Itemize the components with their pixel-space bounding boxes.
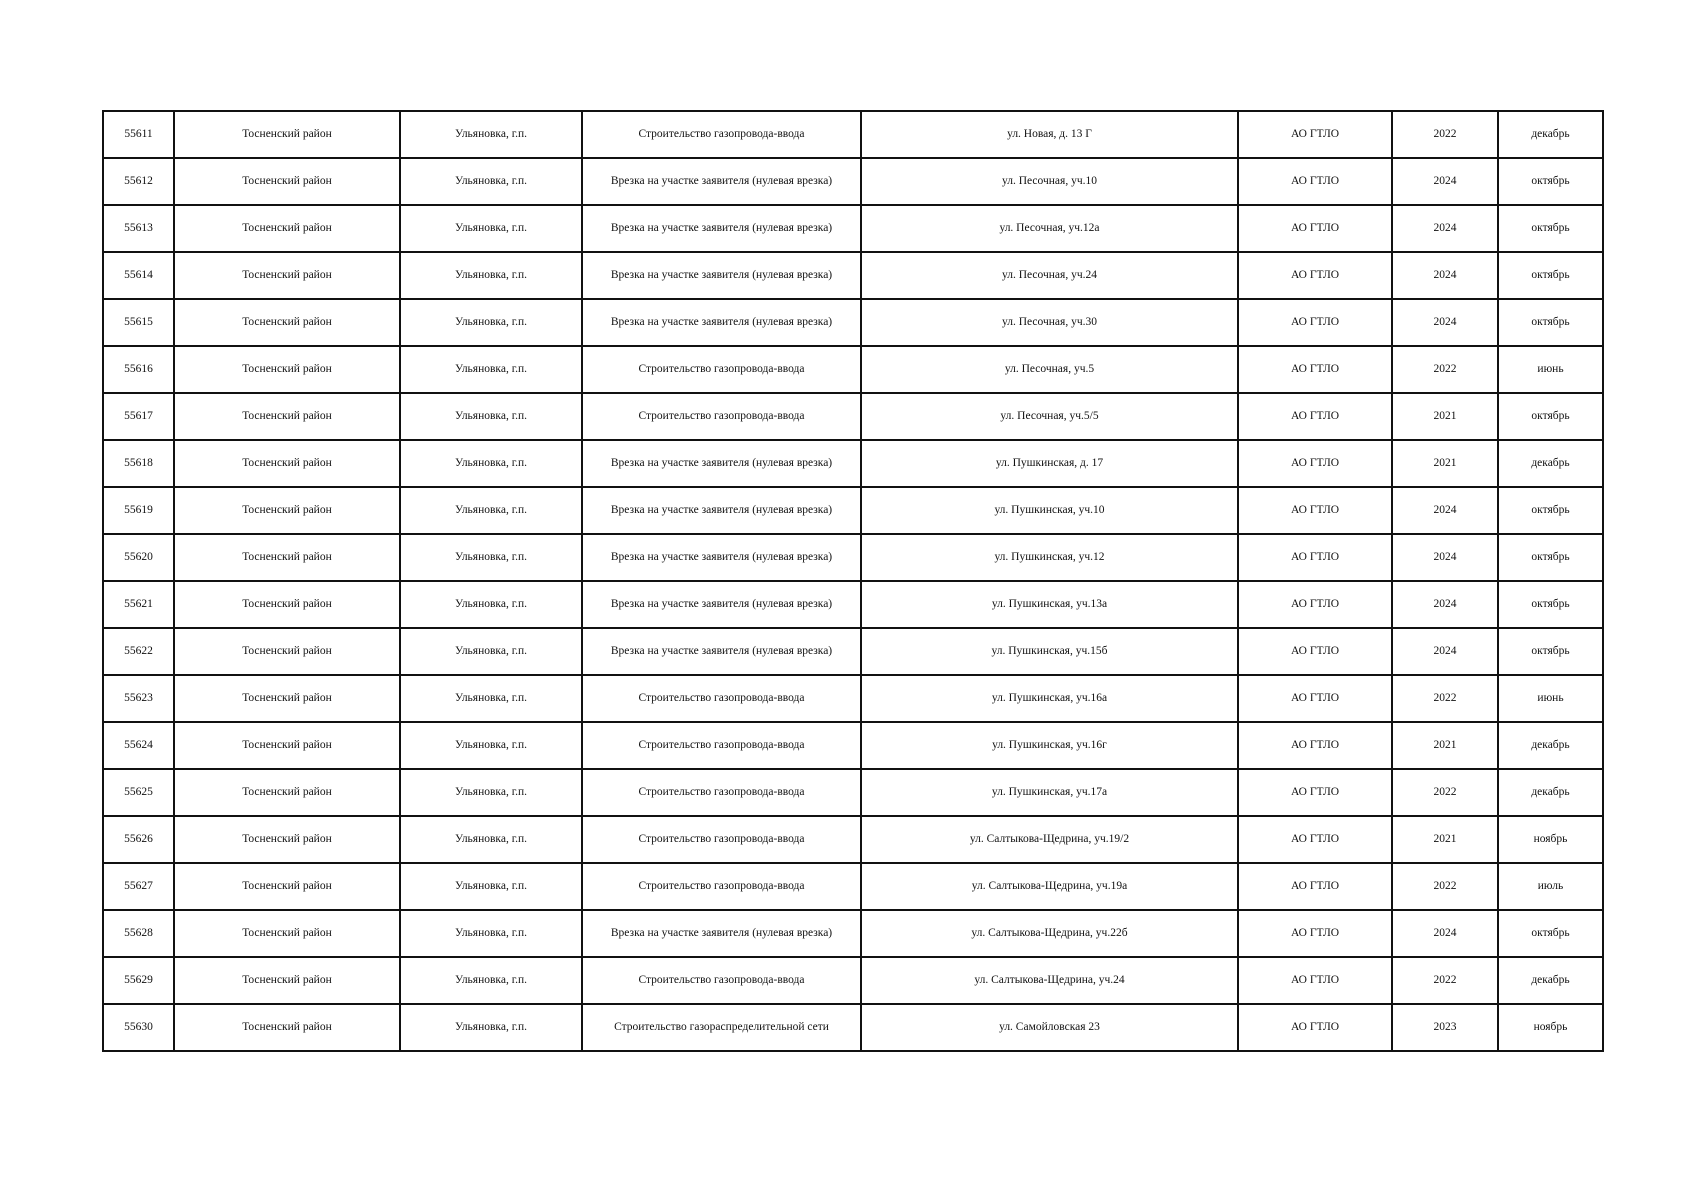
cell-org: АО ГТЛО [1238, 393, 1392, 440]
cell-work: Строительство газопровода-ввода [582, 957, 861, 1004]
cell-id: 55624 [103, 722, 174, 769]
cell-id: 55615 [103, 299, 174, 346]
cell-id: 55630 [103, 1004, 174, 1051]
table-row [103, 299, 1603, 346]
cell-district: Тосненский район [174, 346, 400, 393]
cell-settlement: Ульяновка, г.п. [400, 205, 582, 252]
cell-address: ул. Пушкинская, уч.15б [861, 628, 1238, 675]
cell-month: октябрь [1498, 487, 1603, 534]
cell-month: октябрь [1498, 252, 1603, 299]
cell-work: Врезка на участке заявителя (нулевая врезка) [582, 158, 861, 205]
cell-org: АО ГТЛО [1238, 675, 1392, 722]
cell-settlement: Ульяновка, г.п. [400, 957, 582, 1004]
cell-work: Строительство газопровода-ввода [582, 393, 861, 440]
cell-month: октябрь [1498, 393, 1603, 440]
cell-settlement: Ульяновка, г.п. [400, 581, 582, 628]
cell-district: Тосненский район [174, 252, 400, 299]
gasification-table [102, 110, 1604, 1052]
cell-work: Врезка на участке заявителя (нулевая врезка) [582, 581, 861, 628]
cell-year: 2022 [1392, 769, 1498, 816]
cell-org: АО ГТЛО [1238, 722, 1392, 769]
cell-address: ул. Песочная, уч.30 [861, 299, 1238, 346]
cell-org: АО ГТЛО [1238, 628, 1392, 675]
table-row [103, 675, 1603, 722]
cell-year: 2024 [1392, 158, 1498, 205]
cell-month: декабрь [1498, 111, 1603, 158]
cell-month: октябрь [1498, 158, 1603, 205]
cell-org: АО ГТЛО [1238, 205, 1392, 252]
cell-month: июль [1498, 863, 1603, 910]
cell-district: Тосненский район [174, 957, 400, 1004]
cell-id: 55628 [103, 910, 174, 957]
cell-district: Тосненский район [174, 816, 400, 863]
cell-work: Строительство газопровода-ввода [582, 675, 861, 722]
cell-id: 55627 [103, 863, 174, 910]
cell-work: Строительство газопровода-ввода [582, 769, 861, 816]
table-row [103, 581, 1603, 628]
cell-address: ул. Песочная, уч.10 [861, 158, 1238, 205]
cell-address: ул. Пушкинская, уч.12 [861, 534, 1238, 581]
table-row [103, 769, 1603, 816]
cell-work: Врезка на участке заявителя (нулевая врезка) [582, 534, 861, 581]
cell-id: 55618 [103, 440, 174, 487]
cell-month: октябрь [1498, 628, 1603, 675]
cell-org: АО ГТЛО [1238, 487, 1392, 534]
cell-org: АО ГТЛО [1238, 252, 1392, 299]
cell-year: 2021 [1392, 440, 1498, 487]
cell-address: ул. Пушкинская, уч.16г [861, 722, 1238, 769]
cell-year: 2022 [1392, 957, 1498, 1004]
cell-district: Тосненский район [174, 1004, 400, 1051]
document-page [102, 110, 1602, 1052]
cell-id: 55614 [103, 252, 174, 299]
cell-year: 2021 [1392, 393, 1498, 440]
cell-id: 55626 [103, 816, 174, 863]
cell-month: декабрь [1498, 957, 1603, 1004]
cell-year: 2024 [1392, 487, 1498, 534]
cell-month: ноябрь [1498, 816, 1603, 863]
table-row [103, 816, 1603, 863]
cell-org: АО ГТЛО [1238, 534, 1392, 581]
cell-district: Тосненский район [174, 487, 400, 534]
cell-org: АО ГТЛО [1238, 769, 1392, 816]
cell-year: 2024 [1392, 581, 1498, 628]
cell-work: Врезка на участке заявителя (нулевая врезка) [582, 205, 861, 252]
cell-year: 2024 [1392, 628, 1498, 675]
cell-settlement: Ульяновка, г.п. [400, 675, 582, 722]
cell-settlement: Ульяновка, г.п. [400, 722, 582, 769]
cell-address: ул. Пушкинская, уч.16а [861, 675, 1238, 722]
table-row [103, 910, 1603, 957]
cell-id: 55617 [103, 393, 174, 440]
cell-address: ул. Салтыкова-Щедрина, уч.22б [861, 910, 1238, 957]
cell-district: Тосненский район [174, 722, 400, 769]
cell-year: 2024 [1392, 205, 1498, 252]
cell-address: ул. Самойловская 23 [861, 1004, 1238, 1051]
cell-district: Тосненский район [174, 628, 400, 675]
cell-org: АО ГТЛО [1238, 346, 1392, 393]
cell-year: 2022 [1392, 111, 1498, 158]
cell-month: июнь [1498, 346, 1603, 393]
cell-district: Тосненский район [174, 910, 400, 957]
cell-work: Врезка на участке заявителя (нулевая врезка) [582, 487, 861, 534]
cell-address: ул. Песочная, уч.5 [861, 346, 1238, 393]
cell-month: октябрь [1498, 205, 1603, 252]
cell-settlement: Ульяновка, г.п. [400, 816, 582, 863]
cell-address: ул. Песочная, уч.12а [861, 205, 1238, 252]
cell-year: 2021 [1392, 816, 1498, 863]
cell-district: Тосненский район [174, 205, 400, 252]
cell-month: декабрь [1498, 722, 1603, 769]
table-row [103, 440, 1603, 487]
cell-year: 2022 [1392, 346, 1498, 393]
cell-month: июнь [1498, 675, 1603, 722]
table-row [103, 628, 1603, 675]
table-row [103, 722, 1603, 769]
table-row [103, 487, 1603, 534]
cell-org: АО ГТЛО [1238, 299, 1392, 346]
cell-org: АО ГТЛО [1238, 910, 1392, 957]
cell-work: Строительство газопровода-ввода [582, 111, 861, 158]
cell-settlement: Ульяновка, г.п. [400, 111, 582, 158]
cell-id: 55620 [103, 534, 174, 581]
cell-org: АО ГТЛО [1238, 111, 1392, 158]
cell-id: 55629 [103, 957, 174, 1004]
cell-id: 55622 [103, 628, 174, 675]
table-row [103, 158, 1603, 205]
cell-work: Строительство газопровода-ввода [582, 816, 861, 863]
table-row [103, 393, 1603, 440]
cell-address: ул. Новая, д. 13 Г [861, 111, 1238, 158]
cell-year: 2022 [1392, 863, 1498, 910]
cell-settlement: Ульяновка, г.п. [400, 158, 582, 205]
cell-settlement: Ульяновка, г.п. [400, 487, 582, 534]
cell-address: ул. Салтыкова-Щедрина, уч.24 [861, 957, 1238, 1004]
table-row [103, 111, 1603, 158]
cell-district: Тосненский район [174, 534, 400, 581]
cell-district: Тосненский район [174, 111, 400, 158]
cell-district: Тосненский район [174, 440, 400, 487]
cell-work: Строительство газопровода-ввода [582, 863, 861, 910]
table-body [103, 111, 1603, 1051]
cell-org: АО ГТЛО [1238, 1004, 1392, 1051]
cell-address: ул. Пушкинская, уч.17а [861, 769, 1238, 816]
cell-org: АО ГТЛО [1238, 816, 1392, 863]
cell-address: ул. Пушкинская, уч.13а [861, 581, 1238, 628]
cell-id: 55619 [103, 487, 174, 534]
cell-org: АО ГТЛО [1238, 581, 1392, 628]
cell-settlement: Ульяновка, г.п. [400, 393, 582, 440]
cell-settlement: Ульяновка, г.п. [400, 440, 582, 487]
cell-month: ноябрь [1498, 1004, 1603, 1051]
cell-org: АО ГТЛО [1238, 863, 1392, 910]
cell-year: 2024 [1392, 299, 1498, 346]
cell-month: октябрь [1498, 534, 1603, 581]
table-row [103, 863, 1603, 910]
cell-work: Врезка на участке заявителя (нулевая врезка) [582, 440, 861, 487]
cell-id: 55611 [103, 111, 174, 158]
cell-district: Тосненский район [174, 769, 400, 816]
table-row [103, 1004, 1603, 1051]
cell-district: Тосненский район [174, 158, 400, 205]
cell-id: 55613 [103, 205, 174, 252]
cell-year: 2023 [1392, 1004, 1498, 1051]
cell-settlement: Ульяновка, г.п. [400, 252, 582, 299]
cell-settlement: Ульяновка, г.п. [400, 299, 582, 346]
cell-work: Строительство газораспределительной сети [582, 1004, 861, 1051]
cell-month: декабрь [1498, 769, 1603, 816]
cell-address: ул. Пушкинская, уч.10 [861, 487, 1238, 534]
cell-district: Тосненский район [174, 393, 400, 440]
cell-address: ул. Песочная, уч.24 [861, 252, 1238, 299]
cell-address: ул. Салтыкова-Щедрина, уч.19/2 [861, 816, 1238, 863]
cell-month: октябрь [1498, 910, 1603, 957]
cell-id: 55621 [103, 581, 174, 628]
cell-month: октябрь [1498, 299, 1603, 346]
table-row [103, 252, 1603, 299]
cell-district: Тосненский район [174, 299, 400, 346]
cell-work: Строительство газопровода-ввода [582, 722, 861, 769]
cell-year: 2024 [1392, 910, 1498, 957]
table-row [103, 957, 1603, 1004]
cell-settlement: Ульяновка, г.п. [400, 534, 582, 581]
cell-settlement: Ульяновка, г.п. [400, 863, 582, 910]
cell-org: АО ГТЛО [1238, 440, 1392, 487]
cell-month: октябрь [1498, 581, 1603, 628]
cell-work: Врезка на участке заявителя (нулевая врезка) [582, 628, 861, 675]
cell-settlement: Ульяновка, г.п. [400, 769, 582, 816]
cell-year: 2021 [1392, 722, 1498, 769]
cell-settlement: Ульяновка, г.п. [400, 628, 582, 675]
cell-month: декабрь [1498, 440, 1603, 487]
table-row [103, 534, 1603, 581]
table-row [103, 346, 1603, 393]
cell-work: Врезка на участке заявителя (нулевая врезка) [582, 299, 861, 346]
cell-settlement: Ульяновка, г.п. [400, 1004, 582, 1051]
cell-id: 55616 [103, 346, 174, 393]
cell-id: 55625 [103, 769, 174, 816]
cell-address: ул. Песочная, уч.5/5 [861, 393, 1238, 440]
table-row [103, 205, 1603, 252]
cell-year: 2022 [1392, 675, 1498, 722]
cell-year: 2024 [1392, 534, 1498, 581]
cell-year: 2024 [1392, 252, 1498, 299]
cell-org: АО ГТЛО [1238, 957, 1392, 1004]
cell-work: Врезка на участке заявителя (нулевая врезка) [582, 910, 861, 957]
cell-org: АО ГТЛО [1238, 158, 1392, 205]
cell-settlement: Ульяновка, г.п. [400, 346, 582, 393]
cell-id: 55612 [103, 158, 174, 205]
cell-address: ул. Салтыкова-Щедрина, уч.19а [861, 863, 1238, 910]
cell-id: 55623 [103, 675, 174, 722]
cell-work: Строительство газопровода-ввода [582, 346, 861, 393]
cell-settlement: Ульяновка, г.п. [400, 910, 582, 957]
cell-district: Тосненский район [174, 863, 400, 910]
cell-work: Врезка на участке заявителя (нулевая врезка) [582, 252, 861, 299]
cell-district: Тосненский район [174, 581, 400, 628]
cell-district: Тосненский район [174, 675, 400, 722]
cell-address: ул. Пушкинская, д. 17 [861, 440, 1238, 487]
